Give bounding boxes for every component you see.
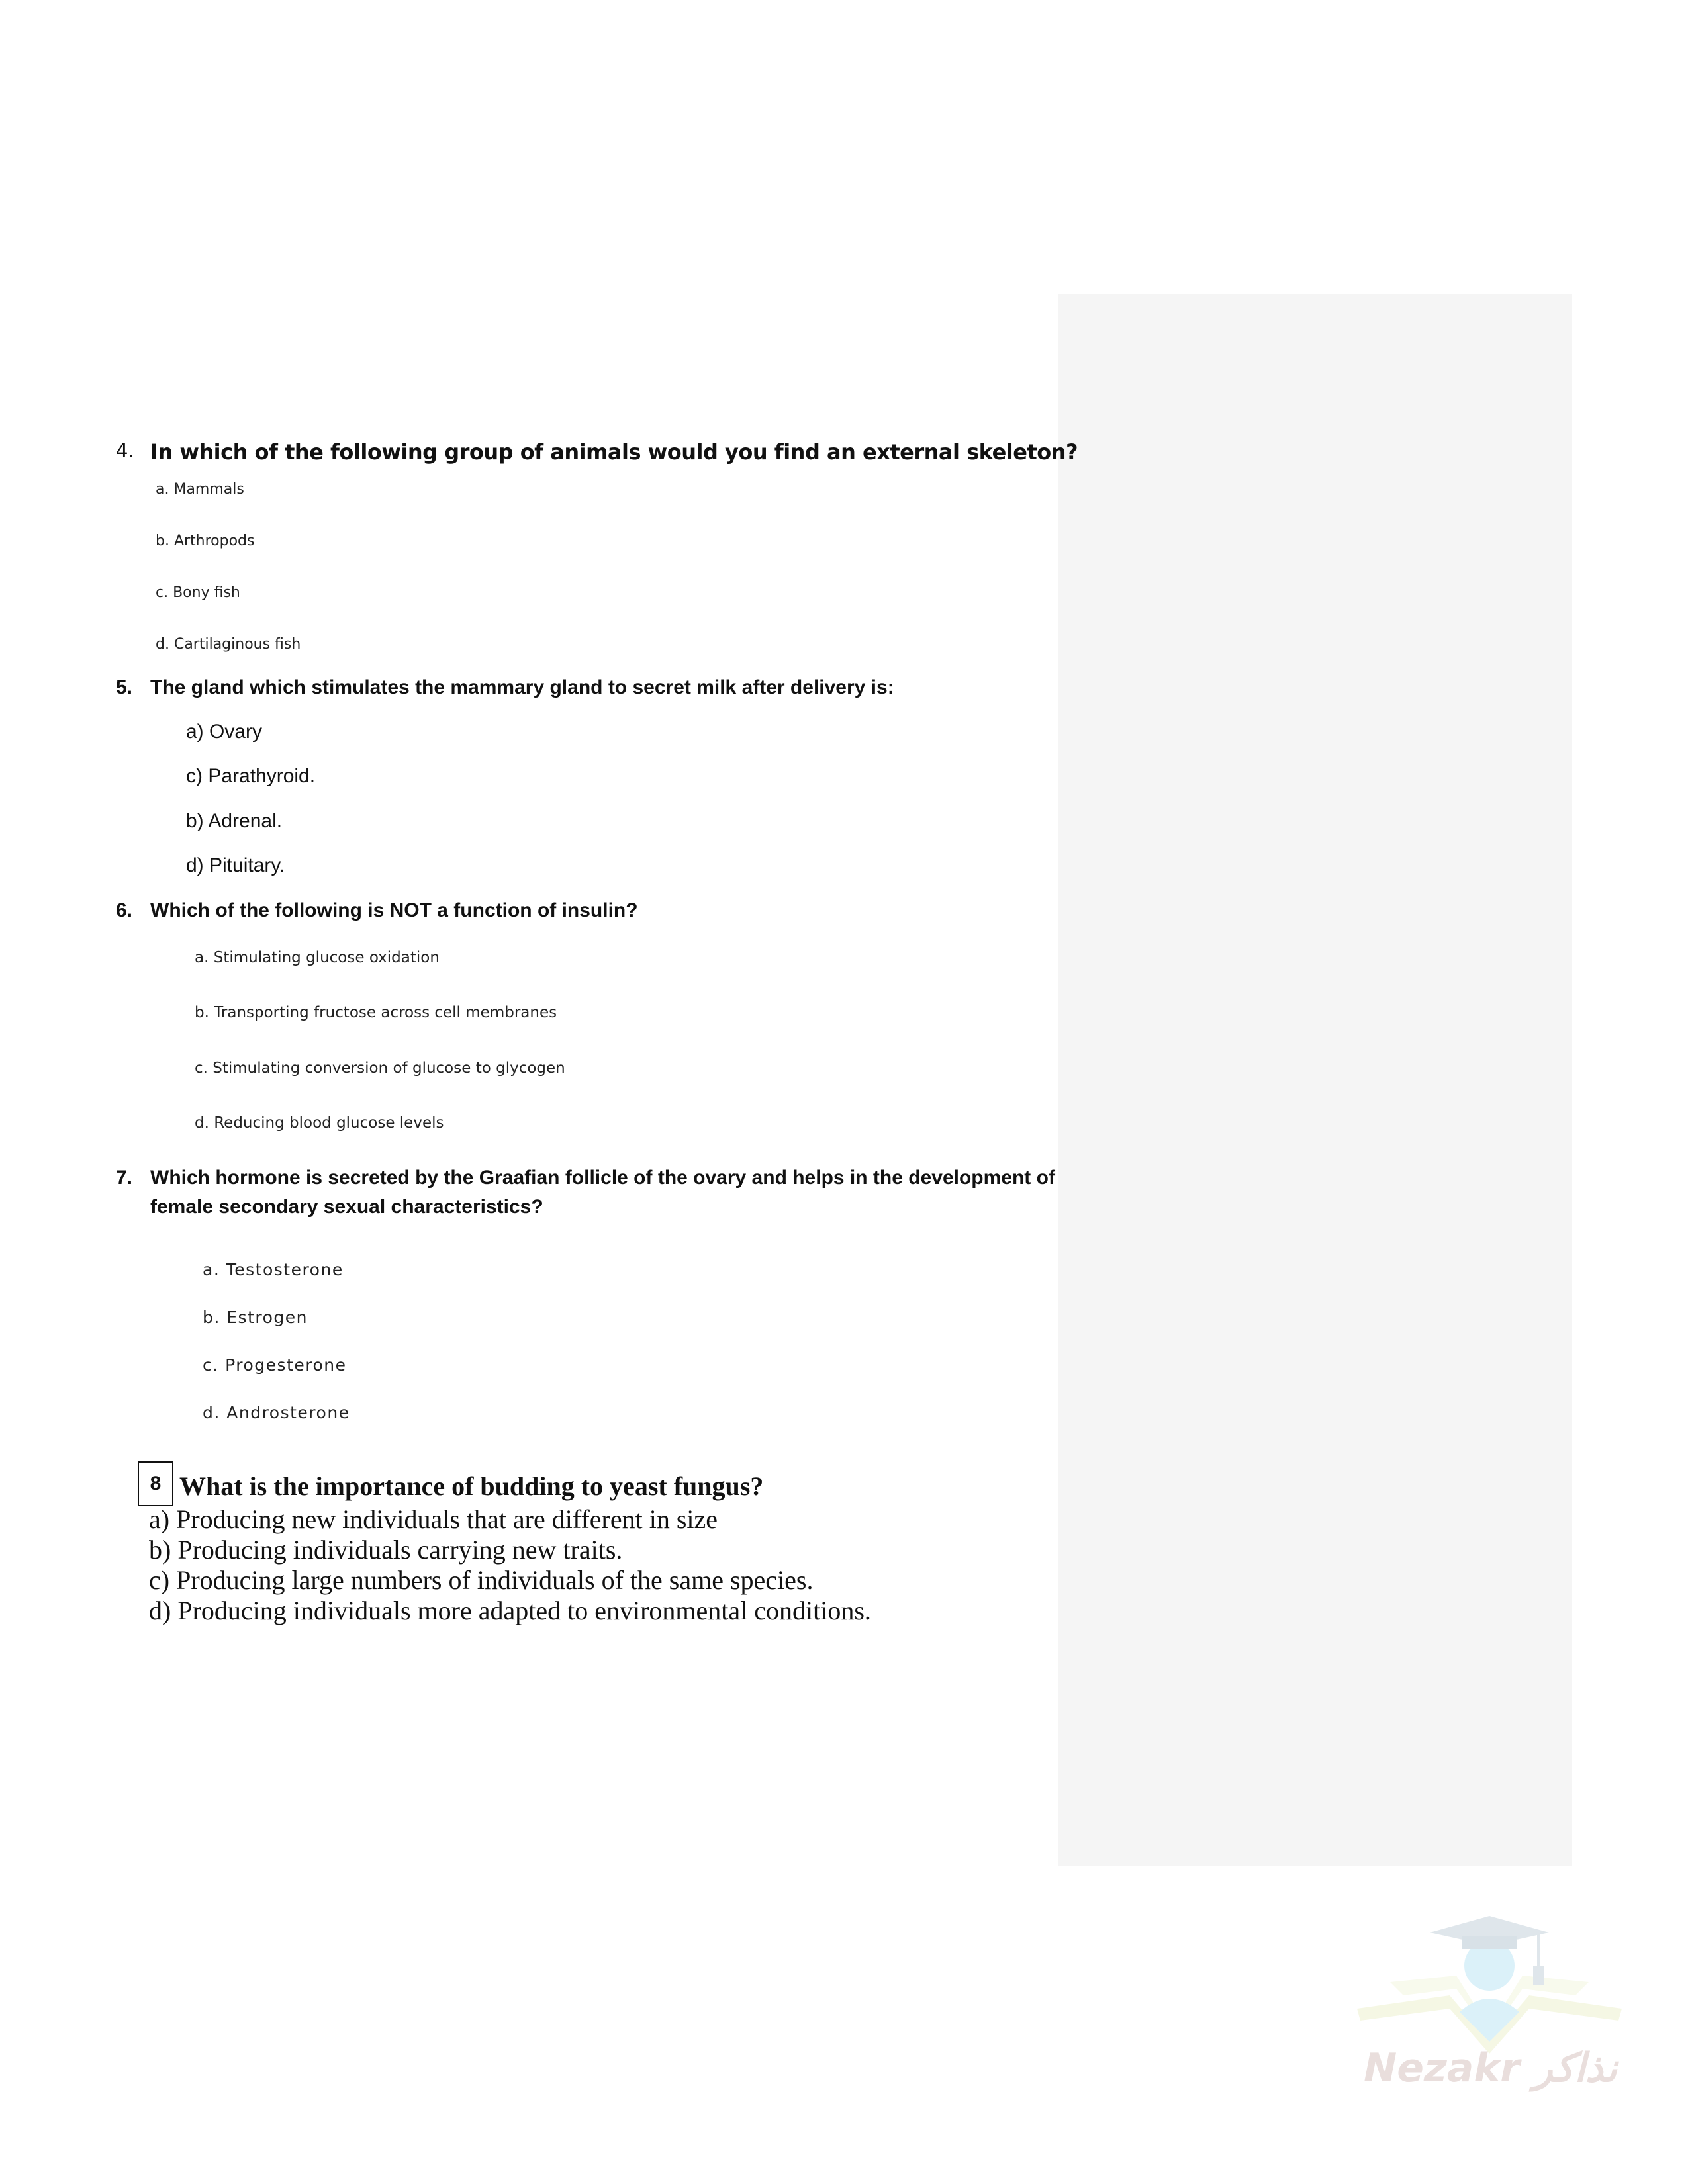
option: c. Stimulating conversion of glucose to glycogen xyxy=(195,1060,565,1077)
option: a) Producing new individuals that are different in size xyxy=(149,1504,718,1534)
watermark-text: Nezakr نذاكر xyxy=(1364,2045,1618,2091)
question-text: What is the importance of budding to yeast fungus? xyxy=(179,1471,764,1501)
watermark-logo xyxy=(1350,1903,1628,2101)
option: c) Parathyroid. xyxy=(186,765,316,787)
option: b. Estrogen xyxy=(203,1308,308,1327)
question-text-line1: Which hormone is secreted by the Graafian follicle of the ovary and helps in the development of xyxy=(150,1167,1055,1189)
question-number: 4. xyxy=(116,439,134,462)
option: d. Reducing blood glucose levels xyxy=(195,1115,444,1132)
option: b) Producing individuals carrying new traits. xyxy=(149,1535,623,1565)
option: a) Ovary xyxy=(186,721,263,743)
option: b) Adrenal. xyxy=(186,810,283,832)
question-text: Which of the following is NOT a function of insulin? xyxy=(150,899,638,921)
question-number: 5. xyxy=(116,676,133,698)
question-number-box: 8 xyxy=(138,1461,173,1506)
option: d. Androsterone xyxy=(203,1403,350,1422)
option: d) Pituitary. xyxy=(186,854,285,876)
option: c) Producing large numbers of individuals of the same species. xyxy=(149,1565,814,1595)
question-number: 7. xyxy=(116,1167,133,1189)
question-text: In which of the following group of animals would you find an external skeleton? xyxy=(150,439,1078,465)
question-text: The gland which stimulates the mammary gland to secret milk after delivery is: xyxy=(150,676,894,698)
question-number: 6. xyxy=(116,899,133,921)
option: b. Arthropods xyxy=(156,533,255,549)
question-text-line2: female secondary sexual characteristics? xyxy=(150,1196,543,1218)
option: d. Cartilaginous fish xyxy=(156,636,301,653)
gray-side-panel xyxy=(1058,294,1572,1866)
option: a. Stimulating glucose oxidation xyxy=(195,949,440,966)
option: c. Progesterone xyxy=(203,1355,347,1375)
option: c. Bony fish xyxy=(156,584,240,601)
option: a. Testosterone xyxy=(203,1260,344,1279)
option: a. Mammals xyxy=(156,481,244,498)
option: b. Transporting fructose across cell membranes xyxy=(195,1004,557,1021)
option: d) Producing individuals more adapted to environmental conditions. xyxy=(149,1596,871,1625)
